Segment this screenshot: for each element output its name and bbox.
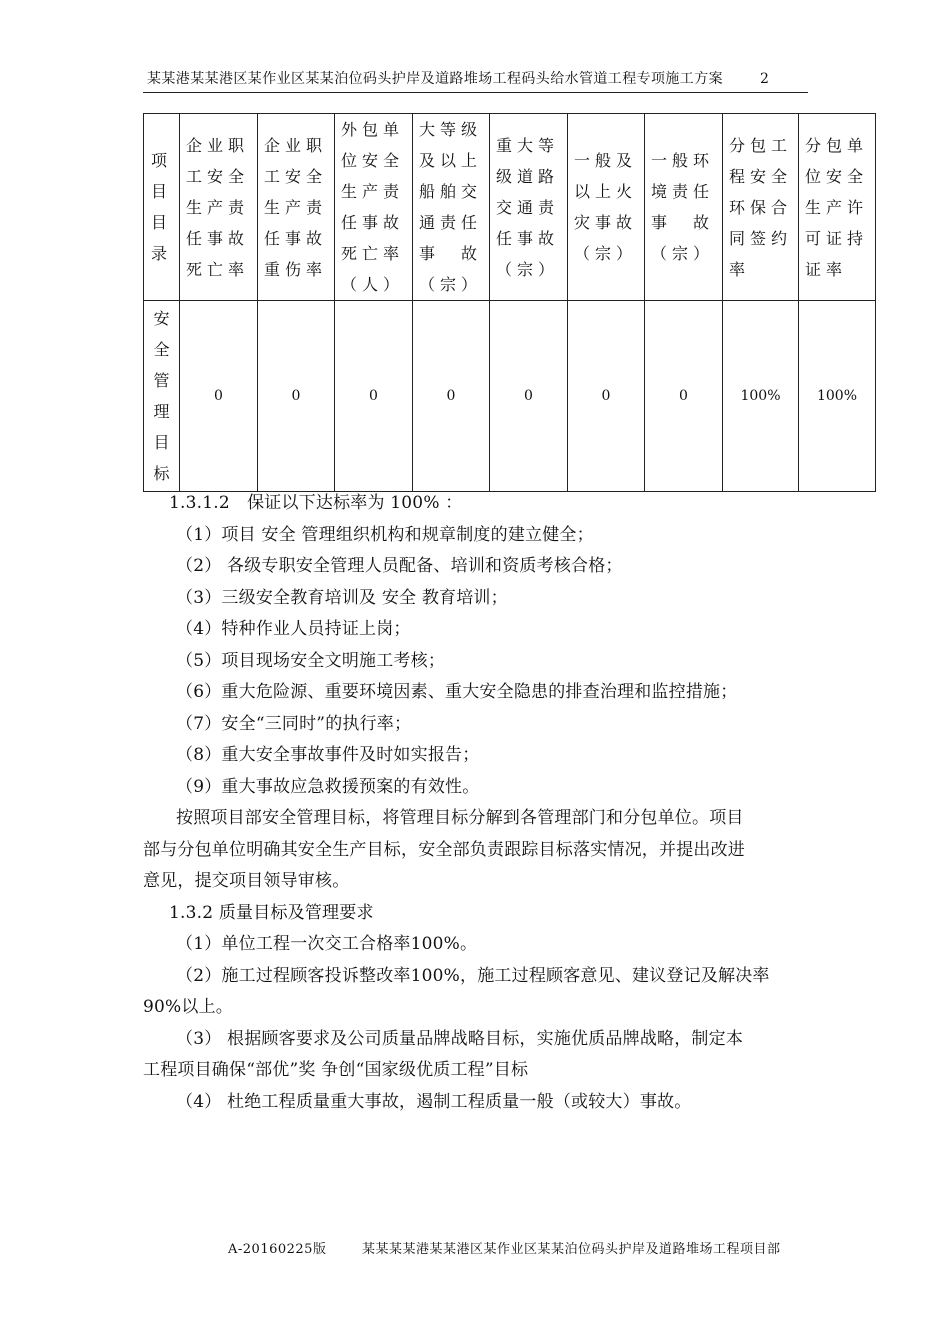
list-item: （4）特种作业人员持证上岗；: [176, 619, 411, 639]
list-item: （2）施工过程顾客投诉整改率100%，施工过程顾客意见、建议登记及解决率: [176, 966, 770, 986]
document-title: 某某港某某港区某作业区某某泊位码头护岸及道路堆场工程码头给水管道工程专项施工方案: [147, 71, 723, 87]
list-item: （6）重大危险源、重要环境因素、重大安全隐患的排查治理和监控措施；: [176, 682, 738, 702]
header-cell: 分包工程安全环保合同签约率: [723, 114, 799, 301]
value-cell: 0: [180, 301, 258, 492]
safety-goals-table: [143, 113, 876, 492]
page-number: 2: [760, 71, 769, 87]
row-label: 安全管理目标: [144, 301, 180, 492]
footer-organization: 某某某某港某某港区某作业区某某泊位码头护岸及道路堆场工程项目部: [362, 1242, 781, 1257]
value-cell: 0: [568, 301, 645, 492]
value-cell: 0: [413, 301, 490, 492]
header-cell: 重大等级道路交通责任事故（宗）: [490, 114, 568, 301]
list-item: （3）三级安全教育培训及 安全 教育培训；: [176, 588, 508, 608]
paragraph-line: 按照项目部安全管理目标，将管理目标分解到各管理部门和分包单位。项目: [176, 808, 744, 828]
paragraph-line: 部与分包单位明确其安全生产目标，安全部负责跟踪目标落实情况，并提出改进: [143, 840, 745, 860]
header-cell: 企业职工安全生产责任事故重伤率: [258, 114, 335, 301]
value-cell: 0: [645, 301, 723, 492]
table-row: [144, 301, 876, 492]
list-item: （5）项目现场安全文明施工考核；: [176, 651, 446, 671]
paragraph-line: 意见，提交项目领导审核。: [143, 871, 350, 891]
header-cell: 一般及以上火灾事故（宗）: [568, 114, 645, 301]
table-header-row: [144, 114, 876, 301]
list-item: （9）重大事故应急救援预案的有效性。: [176, 777, 480, 797]
header-cell: 外包单位安全生产责任事故死亡率（人）: [335, 114, 413, 301]
value-cell: 0: [258, 301, 335, 492]
list-item: （4） 杜绝工程质量重大事故，遏制工程质量一般（或较大）事故。: [176, 1092, 692, 1112]
list-item-continuation: 工程项目确保“部优”奖 争创“国家级优质工程”目标: [143, 1060, 529, 1080]
header-cell: 分包单位安全生产许可证持证率: [799, 114, 876, 301]
header-cell: 一般环境责任事 故（宗）: [645, 114, 723, 301]
section-heading-1-3-2: 1.3.2 质量目标及管理要求: [169, 903, 374, 923]
section-heading-1-3-1-2: 1.3.1.2 保证以下达标率为 100% ：: [169, 493, 463, 513]
list-item: （8）重大安全事故事件及时如实报告；: [176, 745, 480, 765]
header-cell: 项目目录: [144, 114, 180, 301]
footer-version: A-20160225版: [228, 1242, 327, 1257]
value-cell: 0: [490, 301, 568, 492]
value-cell: 0: [335, 301, 413, 492]
value-cell: 100%: [723, 301, 799, 492]
list-item: （3） 根据顾客要求及公司质量品牌战略目标，实施优质品牌战略，制定本: [176, 1029, 744, 1049]
value-cell: 100%: [799, 301, 876, 492]
list-item: （7）安全“三同时”的执行率；: [176, 714, 412, 734]
page-header: [143, 66, 808, 93]
list-item: （2） 各级专职安全管理人员配备、培训和资质考核合格；: [176, 556, 623, 576]
header-cell: 企业职工安全生产责任事故死亡率: [180, 114, 258, 301]
list-item: （1）单位工程一次交工合格率100%。: [176, 934, 478, 954]
list-item: （1）项目 安全 管理组织机构和规章制度的建立健全；: [176, 525, 594, 545]
header-cell: 大等级及以上船舶交通责任事 故（宗）: [413, 114, 490, 301]
list-item-continuation: 90%以上。: [143, 997, 233, 1017]
